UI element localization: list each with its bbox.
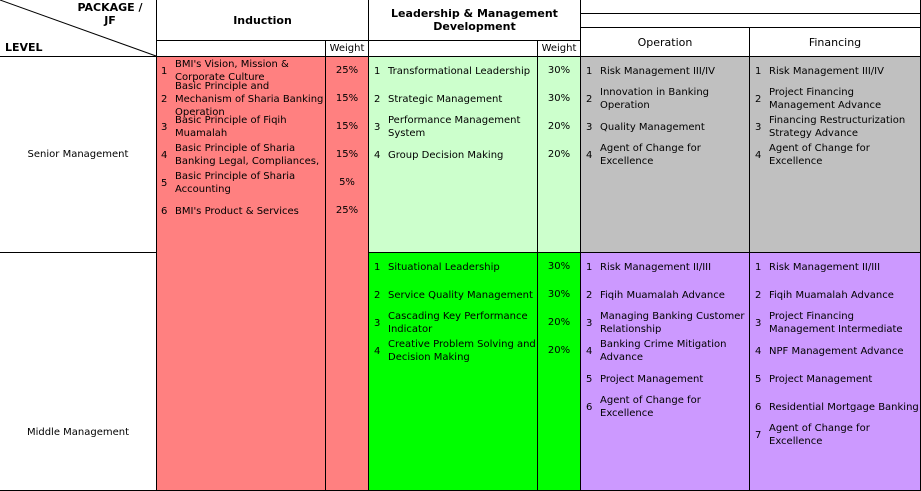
financing-middle-item [755, 253, 919, 281]
operation-senior-item [586, 113, 750, 141]
leadership-item-label: Situational Leadership [388, 261, 500, 273]
level-senior-label: Senior Management [27, 149, 129, 160]
induction-weight: 15% [335, 149, 359, 160]
operation-item-number: 3 [586, 317, 593, 329]
leadership-weight: 20% [547, 317, 571, 328]
operation-item-label: Agent of Change for Excellence [600, 143, 701, 167]
operation-senior-item [586, 57, 750, 85]
operation-item-number: 2 [586, 93, 593, 105]
induction-item-label: BMI's Vision, Mission & Corporate Culture [175, 59, 289, 83]
induction-weight: 15% [335, 93, 359, 104]
leadership-middle-item [374, 253, 536, 281]
induction-item [161, 113, 326, 141]
leadership-weight: 30% [547, 93, 571, 104]
financing-item-label: Project Management [769, 373, 873, 385]
financing-item-number: 4 [755, 345, 762, 357]
financing-middle-item [755, 309, 919, 337]
leadership-item-label: Cascading Key Performance Indicator [388, 311, 528, 335]
induction-item-number: 2 [161, 93, 168, 105]
financing-item-label: Project Financing Management Advance [769, 87, 882, 111]
tech-header-second-row[interactable] [581, 14, 921, 28]
leadership-item-number: 2 [374, 93, 381, 105]
leadership-item-number: 2 [374, 289, 381, 301]
induction-weight-header[interactable] [326, 41, 369, 57]
level-label: LEVEL [5, 41, 43, 54]
financing-item-label: Risk Management III/IV [769, 65, 884, 77]
operation-item-number: 5 [586, 373, 593, 385]
financing-item-number: 1 [755, 65, 762, 77]
leadership-header[interactable] [369, 0, 581, 41]
level-middle-label: Middle Management [26, 427, 130, 438]
financing-middle-item [755, 281, 919, 309]
operation-middle-item [586, 253, 750, 281]
tech-header-top-row[interactable] [581, 0, 921, 14]
induction-header[interactable] [157, 0, 369, 41]
operation-senior-item [586, 85, 750, 113]
operation-item-label: Managing Banking Customer Relationship [600, 311, 745, 335]
leadership-middle-item [374, 337, 536, 365]
leadership-weight: 30% [547, 65, 571, 76]
financing-item-label: Residential Mortgage Banking [769, 401, 919, 413]
induction-weight-label: Weight [329, 43, 365, 54]
financing-middle-item [755, 337, 919, 365]
financing-item-number: 5 [755, 373, 762, 385]
financing-header-label: Financing [808, 35, 862, 49]
leadership-item-number: 3 [374, 121, 381, 133]
leadership-item-label: Performance Management System [388, 115, 521, 139]
financing-item-number: 3 [755, 121, 762, 133]
financing-middle-item [755, 393, 919, 421]
operation-item-label: Quality Management [600, 121, 705, 133]
financing-senior-item [755, 57, 919, 85]
induction-weight: 25% [335, 205, 359, 216]
operation-item-number: 4 [586, 149, 593, 161]
operation-item-label: Agent of Change for Excellence [600, 395, 701, 419]
financing-item-label: Agent of Change for Excellence [769, 143, 870, 167]
operation-middle-item [586, 309, 750, 337]
leadership-weight: 30% [547, 261, 571, 272]
financing-senior-item [755, 85, 919, 113]
leadership-item-label: Creative Problem Solving and Decision Making [388, 339, 536, 363]
financing-item-number: 3 [755, 317, 762, 329]
leadership-item-number: 4 [374, 345, 381, 357]
financing-item-number: 4 [755, 149, 762, 161]
level-middle-cell[interactable] [0, 253, 157, 491]
operation-item-label: Innovation in Banking Operation [600, 87, 709, 111]
induction-item-label: Basic Principle and Mechanism of Sharia Banking Operation [175, 80, 324, 118]
leadership-subheader-blank[interactable] [369, 41, 538, 57]
financing-item-label: NPF Management Advance [769, 345, 904, 357]
induction-item-label: BMI's Product & Services [175, 205, 299, 217]
operation-item-number: 6 [586, 401, 593, 413]
leadership-item-number: 4 [374, 149, 381, 161]
leadership-middle-item [374, 309, 536, 337]
operation-item-number: 4 [586, 345, 593, 357]
leadership-item-number: 1 [374, 65, 381, 77]
package-jf-label: PACKAGE / JF [77, 1, 143, 27]
financing-item-number: 6 [755, 401, 762, 413]
financing-item-label: Agent of Change for Excellence [769, 423, 870, 447]
leadership-middle-item [374, 281, 536, 309]
leadership-weight: 20% [547, 345, 571, 356]
financing-item-label: Fiqih Muamalah Advance [769, 289, 894, 301]
financing-header[interactable] [750, 28, 921, 57]
induction-item-number: 6 [161, 205, 168, 217]
operation-item-number: 1 [586, 261, 593, 273]
operation-item-label: Project Management [600, 373, 704, 385]
financing-item-number: 7 [755, 429, 762, 441]
operation-header[interactable] [581, 28, 750, 57]
financing-item-number: 2 [755, 289, 762, 301]
induction-item [161, 80, 326, 118]
induction-item-number: 4 [161, 149, 168, 161]
induction-item-label: Basic Principle of Sharia Banking Legal, Compliances, [175, 143, 320, 167]
financing-middle-item [755, 365, 919, 393]
financing-item-label: Project Financing Management Intermediate [769, 311, 903, 335]
induction-weight: 15% [335, 121, 359, 132]
induction-item-number: 3 [161, 121, 168, 133]
leadership-item-number: 3 [374, 317, 381, 329]
induction-item [161, 197, 326, 225]
induction-weight: 5% [339, 177, 355, 188]
operation-middle-item [586, 281, 750, 309]
operation-item-number: 2 [586, 289, 593, 301]
induction-item [161, 141, 326, 169]
induction-item-number: 1 [161, 65, 168, 77]
operation-item-label: Risk Management II/III [600, 261, 712, 273]
induction-item [161, 169, 326, 197]
leadership-weight: 30% [547, 289, 571, 300]
leadership-item-label: Strategic Management [388, 93, 503, 105]
induction-item-number: 5 [161, 177, 168, 189]
leadership-item-label: Service Quality Management [388, 289, 533, 301]
financing-item-label: Financing Restructurization Strategy Advance [769, 115, 906, 139]
operation-item-label: Risk Management III/IV [600, 65, 715, 77]
leadership-weight: 20% [547, 149, 571, 160]
leadership-senior-item [374, 57, 536, 85]
financing-item-number: 2 [755, 93, 762, 105]
induction-header-label: Induction [233, 13, 292, 27]
leadership-weight-header[interactable] [538, 41, 581, 57]
header-corner-cell[interactable] [0, 0, 157, 57]
leadership-weight: 20% [547, 121, 571, 132]
operation-item-label: Fiqih Muamalah Advance [600, 289, 725, 301]
operation-senior-item [586, 141, 750, 169]
induction-subheader-blank[interactable] [157, 41, 326, 57]
financing-senior-item [755, 113, 919, 141]
operation-middle-item [586, 337, 750, 365]
operation-item-label: Banking Crime Mitigation Advance [600, 339, 727, 363]
operation-middle-item [586, 393, 750, 421]
induction-item-label: Basic Principle of Fiqih Muamalah [175, 115, 287, 139]
operation-middle-item [586, 365, 750, 393]
leadership-header-label: Leadership & Management Development [391, 7, 558, 33]
leadership-weight-label: Weight [541, 43, 577, 54]
leadership-senior-item [374, 141, 536, 169]
leadership-senior-item [374, 85, 536, 113]
financing-middle-item [755, 421, 919, 449]
operation-item-number: 3 [586, 121, 593, 133]
leadership-item-label: Transformational Leadership [388, 65, 531, 77]
operation-item-number: 1 [586, 65, 593, 77]
leadership-senior-item [374, 113, 536, 141]
induction-item-label: Basic Principle of Sharia Accounting [175, 171, 296, 195]
leadership-item-number: 1 [374, 261, 381, 273]
financing-item-label: Risk Management II/III [769, 261, 881, 273]
induction-weight: 25% [335, 65, 359, 76]
operation-header-label: Operation [637, 35, 693, 49]
level-senior-cell[interactable] [0, 57, 157, 253]
leadership-item-label: Group Decision Making [388, 149, 504, 161]
financing-senior-item [755, 141, 919, 169]
financing-item-number: 1 [755, 261, 762, 273]
